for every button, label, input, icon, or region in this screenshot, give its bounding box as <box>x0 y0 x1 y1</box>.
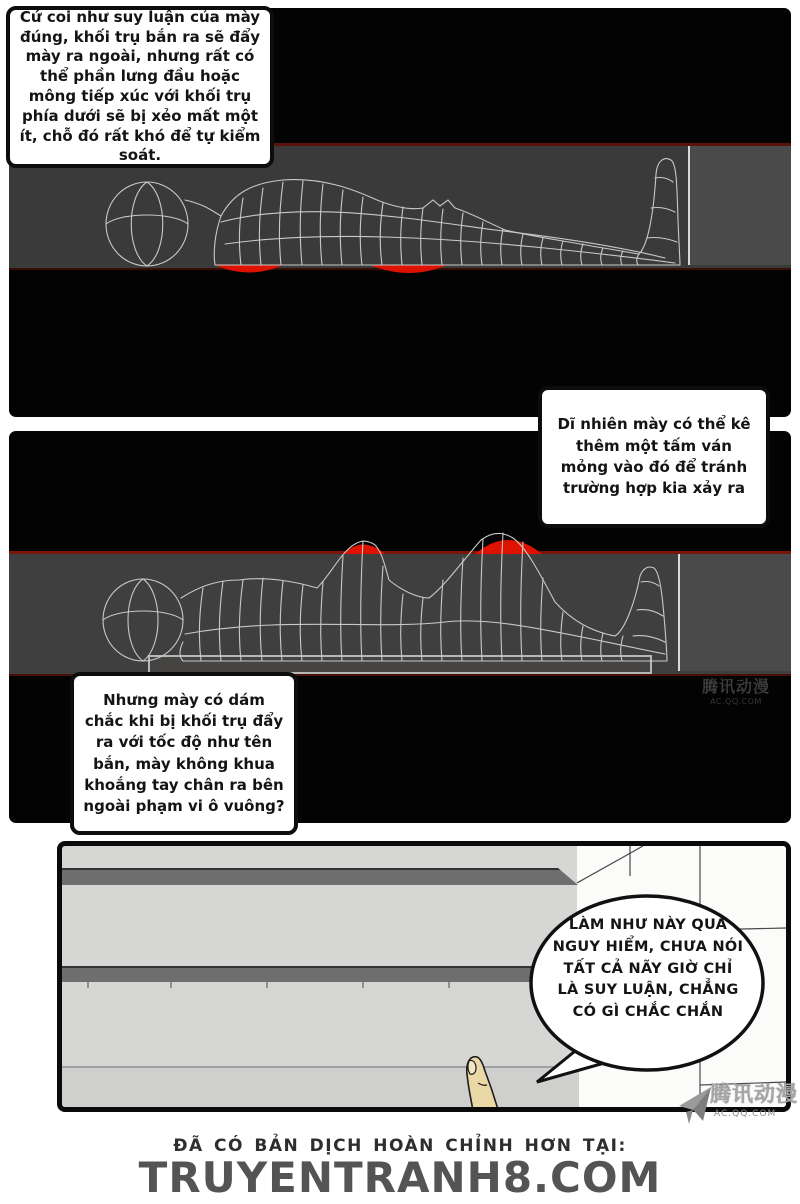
speech-bubble-1-text: Cứ coi như suy luận của mày đúng, khối trụ bắn ra sẽ đẩy mày ra ngoài, nhưng rất có thể phần lưng đầu hoặc mông tiếp xúc với khối trụ phía dưới sẽ bị xẻo mất một ít, chỗ đó rất khó để tự kiểm soát. <box>19 7 261 165</box>
red-contact-patch <box>475 540 542 554</box>
shelf-joint-mark <box>362 982 364 988</box>
speech-bubble-2-text: Dĩ nhiên mày có thể kê thêm một tấm ván mỏng vào đó để tránh trường hợp kia xảy ra <box>557 415 751 498</box>
footer-site-name: TRUYENTRANH8.COM <box>138 1153 662 1202</box>
speech-bubble-4-text: LÀM NHƯ NÀY QUÁ NGUY HIỂM, CHƯA NÓI TẤT CẢ NÃY GIỜ CHỈ LÀ SUY LUẬN, CHẲNG CÓ GÌ CHẮC CHẮN <box>552 917 744 1020</box>
pointing-finger <box>455 1053 507 1112</box>
wireframe-figure-lying <box>25 148 705 293</box>
mannequin-wireframe <box>106 159 680 266</box>
shelf-joint-mark <box>266 982 268 988</box>
shelf-edge-band <box>62 868 578 885</box>
speech-bubble-2 <box>538 386 770 528</box>
footer-note: ĐÃ CÓ BẢN DỊCH HOÀN CHỈNH HƠN TẠI: <box>173 1136 627 1156</box>
tencent-brand-text: 腾讯动漫 <box>702 677 771 696</box>
fingernail <box>468 1060 476 1074</box>
shelf-joint-mark <box>87 982 89 988</box>
shelf-joint-mark <box>170 982 172 988</box>
red-contact-patch <box>215 265 283 273</box>
red-contact-patch <box>370 265 447 273</box>
shelf-joint-mark <box>448 982 450 988</box>
tencent-watermark-faint <box>702 679 770 706</box>
mannequin-wireframe <box>103 533 667 661</box>
wireframe-figure-knee-raised <box>25 530 705 675</box>
tencent-site-text: AC.QQ.COM <box>710 697 762 706</box>
tencent-site-text: AC.QQ.COM <box>714 1109 777 1119</box>
speech-bubble-1 <box>6 6 274 168</box>
shelf-edge-band <box>62 966 578 982</box>
tencent-brand-text: 腾讯动漫 <box>710 1082 798 1106</box>
speech-bubble-3 <box>70 672 298 835</box>
paper-plane-icon <box>678 1084 712 1126</box>
speech-bubble-3-text: Nhưng mày có dám chắc khi bị khối trụ đẩy ra với tốc độ như tên bắn, mày không khua khoắng tay chân ra bên ngoài phạm vi ô vuông? <box>83 690 285 816</box>
